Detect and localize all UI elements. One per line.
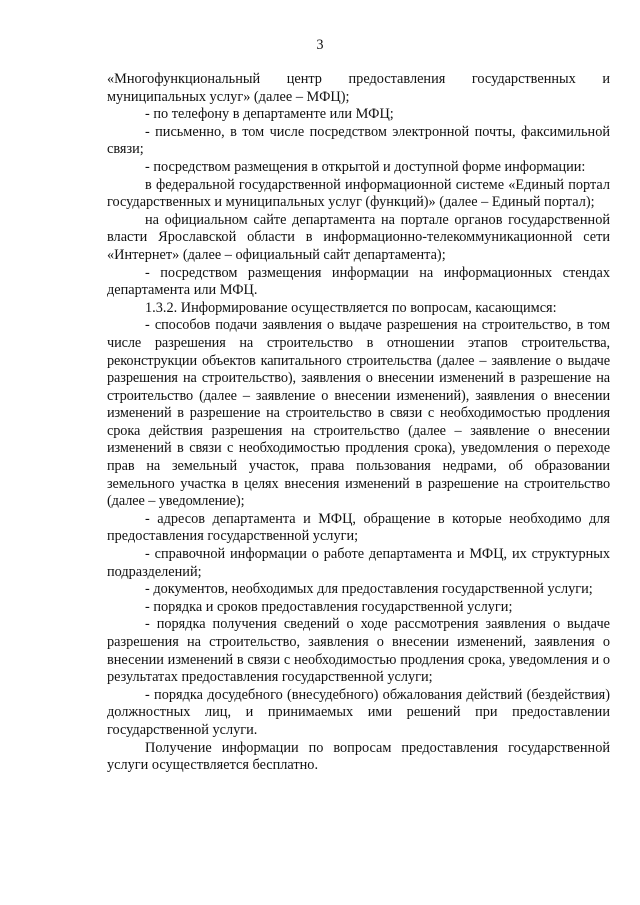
page-number: 3 — [316, 37, 324, 53]
paragraph-written: - письменно, в том числе посредством электронной почты, факсимильной связи; — [107, 123, 610, 158]
paragraph-procedure-terms: - порядка и сроков предоставления государственной услуги; — [145, 598, 513, 615]
paragraph-free-of-charge: Получение информации по вопросам предоставления государственной услуги осуществляется бесплатно. — [107, 739, 610, 774]
document-body — [107, 71, 610, 775]
paragraph-documents: - документов, необходимых для предоставления государственной услуги; — [145, 581, 593, 598]
paragraph-section-1-3-2: 1.3.2. Информирование осуществляется по вопросам, касающимся: — [145, 299, 557, 316]
paragraph-application-methods: - способов подачи заявления о выдаче разрешения на строительство, в том числе разрешения на строительство в отношении этапов строительства, реконструкции объектов капитального строительства (далее – заявление о выдаче разрешения на строительство), заявления о внесении изменений в разрешение на строительство (далее – заявление о внесении изменений), заявления о внесении изменений в разрешение на строительство в связи с необходимостью продления срока действия разрешения на строительство (далее – заявление о внесении изменений в связи с необходимостью продления срока), уведомления о переходе прав на земельный участок, права пользования недрами, об образовании земельного участка в целях внесения изменений в разрешение на строительство (далее – уведомление); — [107, 317, 610, 510]
paragraph-official-site: на официальном сайте департамента на портале органов государственной власти Ярославской области в информационно-телекоммуникационной сети «Интернет» (далее – официальный сайт департамента); — [107, 211, 610, 263]
paragraph-unified-portal: в федеральной государственной информационной системе «Единый портал государственных и муниципальных услуг (функций)» (далее – Единый портал); — [107, 176, 610, 211]
paragraph-progress-info: - порядка получения сведений о ходе рассмотрения заявления о выдаче разрешения на строительство, заявления о внесении изменений, заявления о внесении изменений в связи с необходимостью продления срока, уведомления и о результатах предоставления государственной услуги; — [107, 616, 610, 686]
paragraph-reference-info: - справочной информации о работе департамента и МФЦ, их структурных подразделений; — [107, 546, 610, 580]
paragraph-phone: - по телефону в департаменте или МФЦ; — [145, 106, 394, 123]
paragraph-appeal: - порядка досудебного (внесудебного) обжалования действий (бездействия) должностных лиц, и принимаемых ими решений при предоставлении государственной услуги. — [107, 686, 610, 738]
paragraph-info-stands: - посредством размещения информации на информационных стендах департамента или МФЦ. — [107, 264, 610, 299]
paragraph-mfc-name: «Многофункциональный центр предоставления государственных и муниципальных услуг» (далее – МФЦ); — [107, 71, 610, 105]
paragraph-addresses: - адресов департамента и МФЦ, обращение в которые необходимо для предоставления государственной услуги; — [107, 510, 610, 545]
paragraph-placement: - посредством размещения в открытой и доступной форме информации: — [145, 158, 586, 175]
